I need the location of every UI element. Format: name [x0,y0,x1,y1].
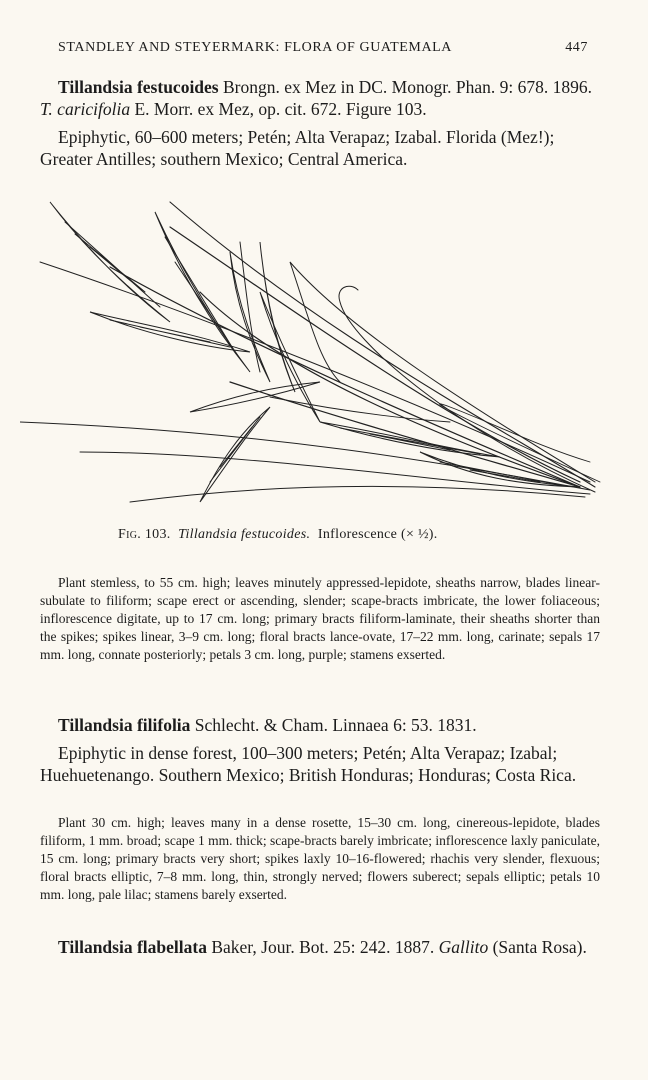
description-filifolia [40,814,600,904]
running-header [58,40,588,56]
species-name: Tillandsia flabellata [58,937,207,957]
species-name: Tillandsia filifolia [58,715,191,735]
species-name: Tillandsia festucoides [58,77,219,97]
entry-heading [40,714,600,736]
figure-caption [118,527,438,543]
distribution: Epiphytic in dense forest, 100–300 meters; Petén; Alta Verapaz; Izabal; Huehuetenango. Southern Mexico; British Honduras; Honduras; Costa Rica. [40,743,577,785]
entry-filifolia [40,714,600,786]
description-text: Plant stemless, to 55 cm. high; leaves minutely appressed-lepidote, sheaths narrow, blades linear-subulate to filiform; scape erect or ascending, slender; scape-bracts imbricate, the lower foliaceous; inflorescence digitate, up to 17 cm. long; primary bracts filiform-laminate, their sheaths shorter than the spikes; spikes linear, 3–9 cm. long; floral bracts lance-ovate, 17–22 mm. long, carinate; sepals 17 mm. long, connate posteriorly; petals 3 cm. long, purple; stamens exserted. [40,575,600,662]
synonym: T. caricifolia [40,99,131,119]
entry-festucoides [40,76,600,170]
page-number: 447 [565,40,588,55]
description-festucoides [40,574,600,664]
entry-heading [40,76,600,120]
figure-text: Inflorescence (× ½). [317,527,438,542]
citation: Brongn. ex Mez in DC. Monogr. Phan. 9: 678. 1896. [218,77,592,97]
locality: (Santa Rosa). [488,937,587,957]
entry-heading [40,936,600,958]
citation: Baker, Jour. Bot. 25: 242. 1887. [206,937,439,957]
inflorescence-illustration [20,182,610,517]
figure-species: Tillandsia festucoides. [178,527,311,542]
figure-label: Fig. 103. [118,527,171,542]
running-title: STANDLEY AND STEYERMARK: FLORA OF GUATEMALA [58,40,453,55]
citation: Schlecht. & Cham. Linnaea 6: 53. 1831. [190,715,477,735]
entry-flabellata [40,936,600,958]
distribution: Epiphytic, 60–600 meters; Petén; Alta Verapaz; Izabal. Florida (Mez!); Greater Antilles; southern Mexico; Central America. [40,127,555,169]
citation-continued: E. Morr. ex Mez, op. cit. 672. Figure 103. [130,99,427,119]
common-name: Gallito [438,937,489,957]
description-text: Plant 30 cm. high; leaves many in a dense rosette, 15–30 cm. long, cinereous-lepidote, blades filiform, 1 mm. broad; scape 1 mm. thick; scape-bracts barely imbricate; inflorescence laxly paniculate, 15 cm. long; primary bracts very short; spikes laxly 10–16-flowered; rhachis very slender, flexuous; floral bracts elliptic, 7–8 mm. long, thin, strongly nerved; flowers suberect; sepals elliptic; petals 10 mm. long, pale lilac; stamens barely exserted. [40,815,600,902]
